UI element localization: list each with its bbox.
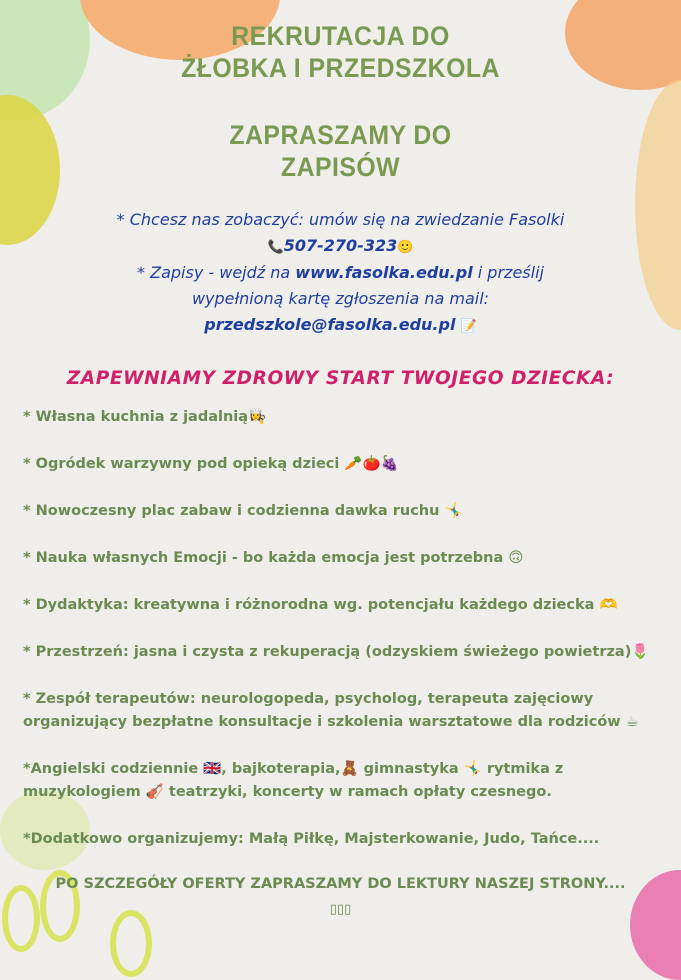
title-line-2: ŻŁOBKA I PRZEDSZKOLA: [181, 53, 500, 83]
list-item-space: * Przestrzeń: jasna i czysta z rekuperacją (odzyskiem świeżego powietrza)🌷: [23, 644, 650, 660]
signup-text-b: i prześlij: [472, 263, 544, 282]
phone-icon: 📞: [267, 240, 284, 255]
info-line-email: [0, 312, 681, 341]
info-line-visit: * Chcesz nas zobaczyć: umów się na zwiedzanie Fasolki: [116, 210, 565, 229]
smile-icon: 🙂: [397, 240, 414, 255]
title-line-3: ZAPRASZAMY DO: [229, 120, 452, 150]
headline: ZAPEWNIAMY ZDROWY START TWOJEGO DZIECKA:: [66, 368, 615, 389]
signup-text-a: * Zapisy - wejdź na: [137, 263, 296, 282]
list-item-extra: *Dodatkowo organizujemy: Małą Piłkę, Majsterkowanie, Judo, Tańce....: [23, 831, 600, 847]
list-item-emotions: * Nauka własnych Emocji - bo każda emocja jest potrzebna 🙃: [23, 550, 524, 566]
list-item-didactics: * Dydaktyka: kreatywna i różnorodna wg. potencjału każdego dziecka 🫶: [23, 597, 618, 613]
title-line-4: ZAPISÓW: [280, 152, 401, 182]
list-item-english: *Angielski codziennie 🇬🇧, bajkoterapia,🧸 gimnastyka 🤸‍♂️ rytmika z muzykologiem 🎻 teatrzyki, koncerty w ramach opłaty czesnego.: [23, 761, 564, 800]
info-line-form: wypełnioną kartę zgłoszenia na mail:: [191, 289, 490, 308]
info-line-signup: [0, 260, 681, 287]
decor-ring-3: [110, 910, 152, 977]
website-link[interactable]: www.fasolka.edu.pl: [295, 263, 473, 282]
footer-boxes: ▯▯▯: [329, 902, 352, 917]
phone-number[interactable]: 507-270-323: [283, 236, 398, 255]
footer-cta: PO SZCZEGÓŁY OFERTY ZAPRASZAMY DO LEKTURY NASZEJ STRONY....: [55, 876, 626, 892]
email-link[interactable]: przedszkole@fasolka.edu.pl: [204, 315, 456, 334]
memo-icon: 📝: [460, 319, 477, 334]
decor-ring-1: [2, 885, 40, 952]
list-item-therapists: * Zespół terapeutów: neurologopeda, psycholog, terapeuta zajęciowy organizujący bezpłatne konsultacje i szkolenia warsztatowe dla rodziców ☕: [23, 691, 639, 730]
list-item-playground: * Nowoczesny plac zabaw i codzienna dawka ruchu 🤸‍♂️: [23, 503, 463, 519]
list-item-kitchen: * Własna kuchnia z jadalnią👩‍🍳: [23, 409, 267, 425]
title-line-1: REKRUTACJA DO: [231, 21, 450, 51]
list-item-garden: * Ogródek warzywny pod opieką dzieci 🥕🍅🍇: [23, 456, 399, 472]
info-line-phone: [0, 233, 681, 262]
